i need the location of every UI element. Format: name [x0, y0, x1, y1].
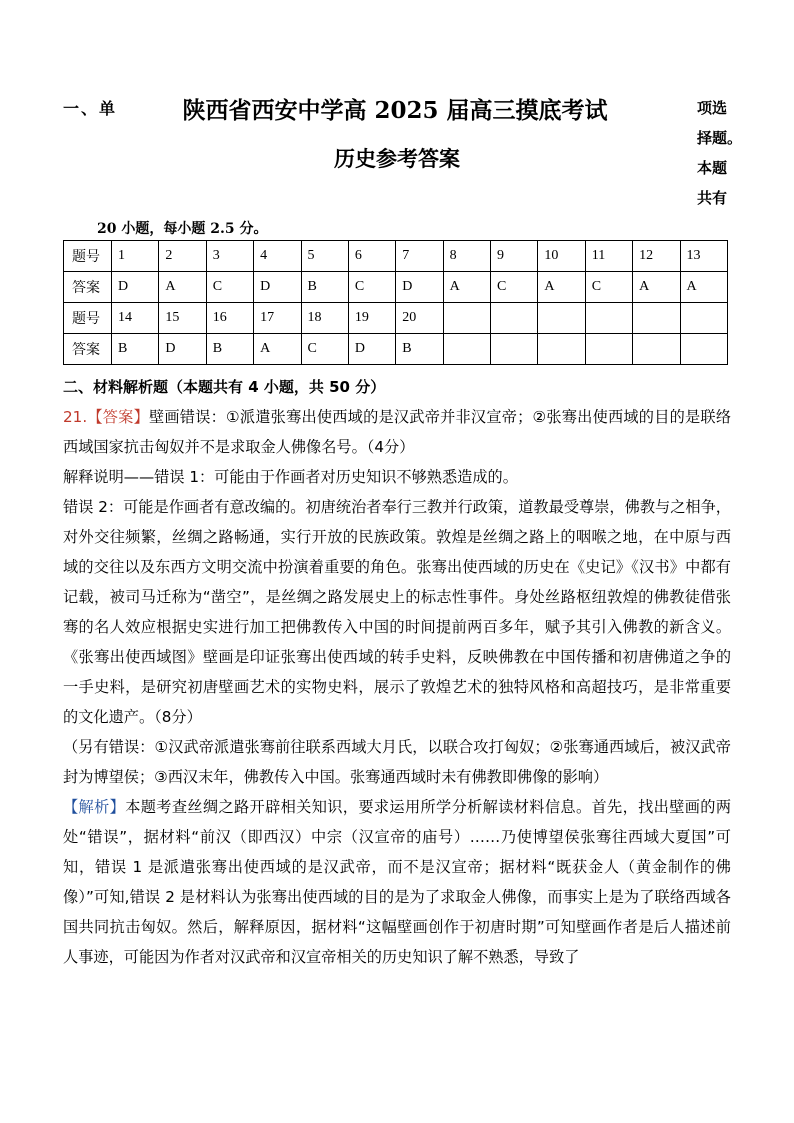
- explain-paragraph-2: 错误 2：可能是作画者有意改编的。初唐统治者奉行三教并行政策，道教最受尊崇，佛教与之相争，对外交往频繁，丝绸之路畅通，实行开放的民族政策。敦煌是丝绸之路上的咽喉之地，在中原与西域的交往以及东西方文明交流中扮演着重要的角色。张骞出使西域的历史在《史记》《汉书》中都有记载，被司马迁称为“凿空”，是丝绸之路发展史上的标志性事件。身处丝路枢纽敦煌的佛教徒借张骞的名人效应根据史实进行加工把佛教传入中国的时间提前两百多年，赋予其引入佛教的新含义。《张骞出使西域图》壁画是印证张骞出使西域的转手史料，反映佛教在中国传播和初唐佛道之争的一手史料，是研究初唐壁画艺术的实物史料，展示了敦煌艺术的独特风格和高超技巧，是非常重要的文化遗产。（8分）: [63, 498, 731, 726]
- analysis-tag: 【解析】: [63, 798, 126, 816]
- table-cell: D: [254, 272, 301, 303]
- table-row: [64, 303, 728, 334]
- section1-intro: 20 小题，每小题 2.5 分。: [97, 221, 268, 237]
- table-cell: 1: [112, 241, 159, 272]
- table-cell: 3: [206, 241, 253, 272]
- table-cell: 17: [254, 303, 301, 334]
- table-cell: 18: [301, 303, 348, 334]
- table-cell: [633, 303, 680, 334]
- table-cell: 14: [112, 303, 159, 334]
- row-label: 题号: [64, 303, 112, 334]
- table-row: [64, 272, 728, 303]
- table-cell: [443, 334, 490, 365]
- table-cell: [538, 303, 585, 334]
- table-cell: 9: [491, 241, 538, 272]
- table-cell: 11: [585, 241, 632, 272]
- table-cell: 7: [396, 241, 443, 272]
- table-cell: [491, 303, 538, 334]
- table-cell: 2: [159, 241, 206, 272]
- table-cell: A: [159, 272, 206, 303]
- table-cell: [633, 334, 680, 365]
- row-label: 答案: [64, 272, 112, 303]
- side-line: 项选: [697, 99, 728, 117]
- answer-table: [63, 240, 728, 365]
- answer-tag: 【答案】: [87, 408, 149, 426]
- page-title: [0, 92, 794, 125]
- table-cell: A: [538, 272, 585, 303]
- table-cell: C: [301, 334, 348, 365]
- q21-answer-paragraph: [63, 402, 731, 462]
- table-cell: 5: [301, 241, 348, 272]
- table-cell: [443, 303, 490, 334]
- explain-paragraph-1: 解释说明——错误 1：可能由于作画者对历史知识不够熟悉造成的。: [63, 468, 518, 486]
- section1-prefix: 一、单: [63, 99, 118, 118]
- table-row: [64, 334, 728, 365]
- table-cell: 8: [443, 241, 490, 272]
- table-cell: D: [159, 334, 206, 365]
- table-cell: 16: [206, 303, 253, 334]
- table-cell: B: [206, 334, 253, 365]
- table-cell: A: [680, 272, 728, 303]
- table-cell: 12: [633, 241, 680, 272]
- analysis-text: 本题考查丝绸之路开辟相关知识，要求运用所学分析解读材料信息。首先，找出壁画的两处“错误”，据材料“前汉（即西汉）中宗（汉宣帝的庙号）……乃使博望侯张骞往西域大夏国”可知，错误 1 是派遣张骞出使西域的是汉武帝，而不是汉宣帝；据材料“既获金人（黄金制作的佛像）”可知,错误 2 是材料认为张骞出使西域的目的是为了求取金人佛像，而事实上是为了联络西域各国共同抗击匈奴。然后，解释原因，据材料“这幅壁画创作于初唐时期”可知壁画作者是后人描述前人事迹，可能因为作者对汉武帝和汉宣帝相关的历史知识了解不熟悉，导致了: [63, 798, 732, 966]
- table-cell: C: [585, 272, 632, 303]
- other-errors-paragraph: （另有错误：①汉武帝派遣张骞前往联系西域大月氏，以联合攻打匈奴；②张骞通西域后，被汉武帝封为博望侯；③西汉末年，佛教传入中国。张骞通西域时未有佛教即佛像的影响）: [63, 738, 731, 786]
- table-cell: D: [112, 272, 159, 303]
- side-text: [697, 93, 742, 213]
- row-label: 答案: [64, 334, 112, 365]
- section2-body: [63, 402, 731, 972]
- table-cell: B: [301, 272, 348, 303]
- table-cell: 6: [348, 241, 395, 272]
- table-cell: [680, 334, 728, 365]
- table-cell: A: [633, 272, 680, 303]
- table-cell: D: [348, 334, 395, 365]
- table-cell: 20: [396, 303, 443, 334]
- table-cell: 10: [538, 241, 585, 272]
- table-cell: A: [443, 272, 490, 303]
- page-subtitle: 历史参考答案: [334, 146, 460, 171]
- q21-number: 21.: [63, 408, 88, 426]
- side-line: 本题: [697, 159, 728, 177]
- table-cell: C: [491, 272, 538, 303]
- table-cell: B: [396, 334, 443, 365]
- table-cell: [491, 334, 538, 365]
- row-label: 题号: [64, 241, 112, 272]
- table-cell: C: [206, 272, 253, 303]
- page-title-text: 陕西省西安中学高 2025 届高三摸底考试: [182, 97, 608, 124]
- table-cell: [585, 334, 632, 365]
- table-cell: [538, 334, 585, 365]
- q21-answer-text: 壁画错误：①派遣张骞出使西域的是汉武帝并非汉宣帝；②张骞出使西域的目的是联络西域国家抗击匈奴并不是求取金人佛像名号。（4分）: [63, 408, 732, 456]
- table-row: [64, 241, 728, 272]
- table-cell: [680, 303, 728, 334]
- section2-heading: 二、材料解析题（本题共有 4 小题，共 50 分）: [63, 378, 386, 396]
- table-cell: B: [112, 334, 159, 365]
- side-line: 择题。: [697, 129, 743, 147]
- table-cell: 4: [254, 241, 301, 272]
- table-cell: C: [348, 272, 395, 303]
- analysis-paragraph: [63, 792, 731, 972]
- table-cell: [585, 303, 632, 334]
- side-line: 共有: [697, 189, 728, 207]
- table-cell: 13: [680, 241, 728, 272]
- table-cell: D: [396, 272, 443, 303]
- table-cell: 15: [159, 303, 206, 334]
- table-cell: 19: [348, 303, 395, 334]
- table-cell: A: [254, 334, 301, 365]
